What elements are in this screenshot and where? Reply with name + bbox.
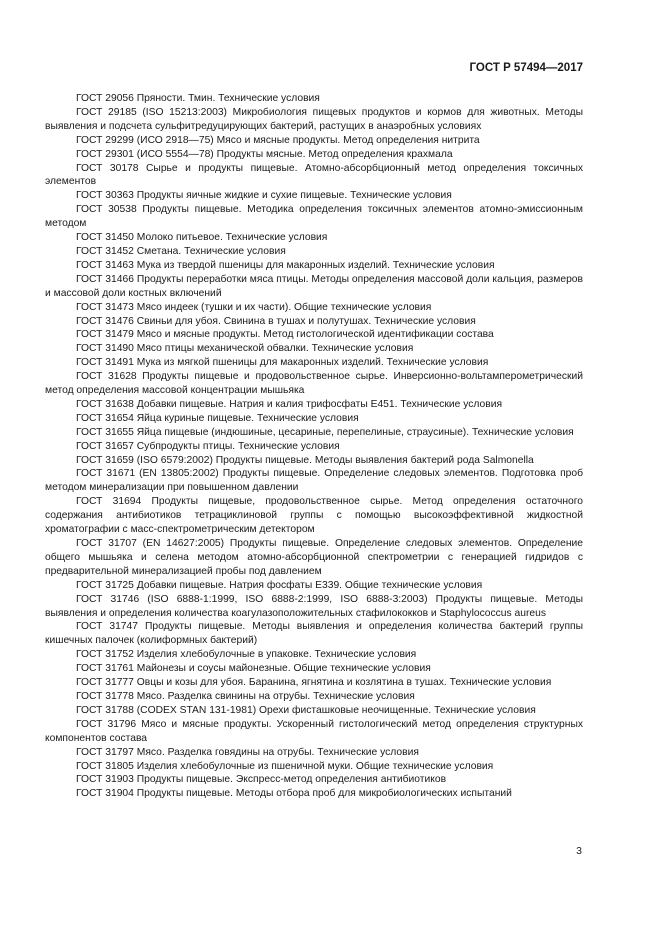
reference-entry: ГОСТ 31452 Сметана. Технические условия: [76, 245, 286, 257]
standard-code-header: ГОСТ Р 57494—2017: [469, 62, 583, 74]
reference-entry: ГОСТ 29056 Пряности. Тмин. Технические условия: [76, 93, 320, 104]
reference-entry: ГОСТ 31628 Продукты пищевые и продовольственное сырье. Инверсионно-вольтамперометрический метод определения массовой концентрации мышьяка: [45, 371, 583, 397]
reference-entry: ГОСТ 31657 Субпродукты птицы. Технические условия: [76, 440, 340, 452]
page-number: 3: [576, 845, 582, 857]
reference-entry: ГОСТ 31777 Овцы и козы для убоя. Баранина, ягнятина и козлятина в тушах. Технические условия: [76, 677, 552, 689]
reference-entry: ГОСТ 31654 Яйца куриные пищевые. Технические условия: [76, 412, 359, 424]
reference-entry: ГОСТ 31752 Изделия хлебобулочные в упаковке. Технические условия: [76, 649, 417, 661]
reference-entry: ГОСТ 31671 (EN 13805:2002) Продукты пищевые. Определение следовых элементов. Подготовка проб методом минерализации при повышенном давлении: [45, 468, 583, 494]
reference-entry: ГОСТ 31655 Яйца пищевые (индюшиные, цесариные, перепелиные, страусиные). Технические условия: [76, 426, 574, 438]
reference-entry: ГОСТ 31473 Мясо индеек (тушки и их части). Общие технические условия: [76, 301, 432, 313]
reference-entry: ГОСТ 31450 Молоко питьевое. Технические условия: [76, 232, 328, 244]
reference-entry: ГОСТ 29301 (ИСО 5554—78) Продукты мясные. Метод определения крахмала: [76, 148, 453, 160]
reference-entry: ГОСТ 31797 Мясо. Разделка говядины на отрубы. Технические условия: [76, 746, 419, 758]
reference-entry: ГОСТ 31463 Мука из твердой пшеницы для макаронных изделий. Технические условия: [76, 259, 495, 271]
normative-references-list: [45, 92, 583, 801]
reference-entry: ГОСТ 31479 Мясо и мясные продукты. Метод гистологической идентификации состава: [76, 329, 494, 341]
reference-entry: ГОСТ 31707 (EN 14627:2005) Продукты пищевые. Определение следовых элементов. Определение общего мышьяка и селена методом атомно-абсорбционной спектрометрии с генерацией гидридов с предварительной минерализацией пробы под давлением: [45, 538, 583, 577]
reference-entry: ГОСТ 31778 Мясо. Разделка свинины на отрубы. Технические условия: [76, 690, 415, 702]
reference-entry: ГОСТ 29299 (ИСО 2918—75) Мясо и мясные продукты. Метод определения нитрита: [76, 134, 480, 146]
reference-entry: ГОСТ 31725 Добавки пищевые. Натрия фосфаты E339. Общие технические условия: [76, 579, 483, 591]
reference-entry: ГОСТ 31490 Мясо птицы механической обвалки. Технические условия: [76, 343, 414, 355]
reference-entry: ГОСТ 31491 Мука из мягкой пшеницы для макаронных изделий. Технические условия: [76, 357, 489, 369]
reference-entry: ГОСТ 30178 Сырье и продукты пищевые. Атомно-абсорбционный метод определения токсичных элементов: [45, 162, 583, 188]
reference-entry: ГОСТ 31788 (CODEX STAN 131-1981) Орехи фисташковые неочищенные. Технические условия: [76, 704, 536, 716]
reference-entry: ГОСТ 31476 Свиньи для убоя. Свинина в тушах и полутушах. Технические условия: [76, 315, 476, 327]
reference-entry: ГОСТ 31747 Продукты пищевые. Методы выявления и определения количества бактерий группы кишечных палочек (колиформных бактерий): [45, 621, 583, 647]
reference-entry: ГОСТ 29185 (ISO 15213:2003) Микробиология пищевых продуктов и кормов для животных. Методы выявления и подсчета сульфитредуцирующих бактерий, растущих в анаэробных условиях: [45, 106, 583, 132]
reference-entry: ГОСТ 31638 Добавки пищевые. Натрия и калия трифосфаты E451. Технические условия: [76, 398, 503, 410]
reference-entry: ГОСТ 31805 Изделия хлебобулочные из пшеничной муки. Общие технические условия: [76, 760, 494, 772]
reference-entry: ГОСТ 30538 Продукты пищевые. Методика определения токсичных элементов атомно-эмиссионным методом: [45, 204, 583, 230]
reference-entry: ГОСТ 31796 Мясо и мясные продукты. Ускоренный гистологический метод определения структурных компонентов состава: [45, 718, 583, 744]
reference-entry: ГОСТ 31659 (ISO 6579:2002) Продукты пищевые. Методы выявления бактерий рода Salmonella: [76, 454, 534, 466]
reference-entry: ГОСТ 31694 Продукты пищевые, продовольственное сырье. Метод определения остаточного содержания антибиотиков тетрациклиновой группы с помощью высокоэффективной жидкостной хроматографии с масс-спектрометрическим детектором: [45, 496, 583, 536]
reference-entry: ГОСТ 31746 (ISO 6888-1:1999, ISO 6888-2:1999, ISO 6888-3:2003) Продукты пищевые. Методы выявления и определения количества коагулазоположительных стафилококков и Staphylococcus aureus: [45, 593, 583, 619]
reference-entry: ГОСТ 31904 Продукты пищевые. Методы отбора проб для микробиологических испытаний: [76, 788, 512, 800]
reference-entry: ГОСТ 30363 Продукты яичные жидкие и сухие пищевые. Технические условия: [76, 190, 452, 202]
reference-entry: ГОСТ 31761 Майонезы и соусы майонезные. Общие технические условия: [76, 663, 431, 675]
reference-entry: ГОСТ 31466 Продукты переработки мяса птицы. Методы определения массовой доли кальция, размеров и массовой доли костных включений: [45, 273, 583, 299]
reference-entry: ГОСТ 31903 Продукты пищевые. Экспресс-метод определения антибиотиков: [76, 774, 447, 786]
